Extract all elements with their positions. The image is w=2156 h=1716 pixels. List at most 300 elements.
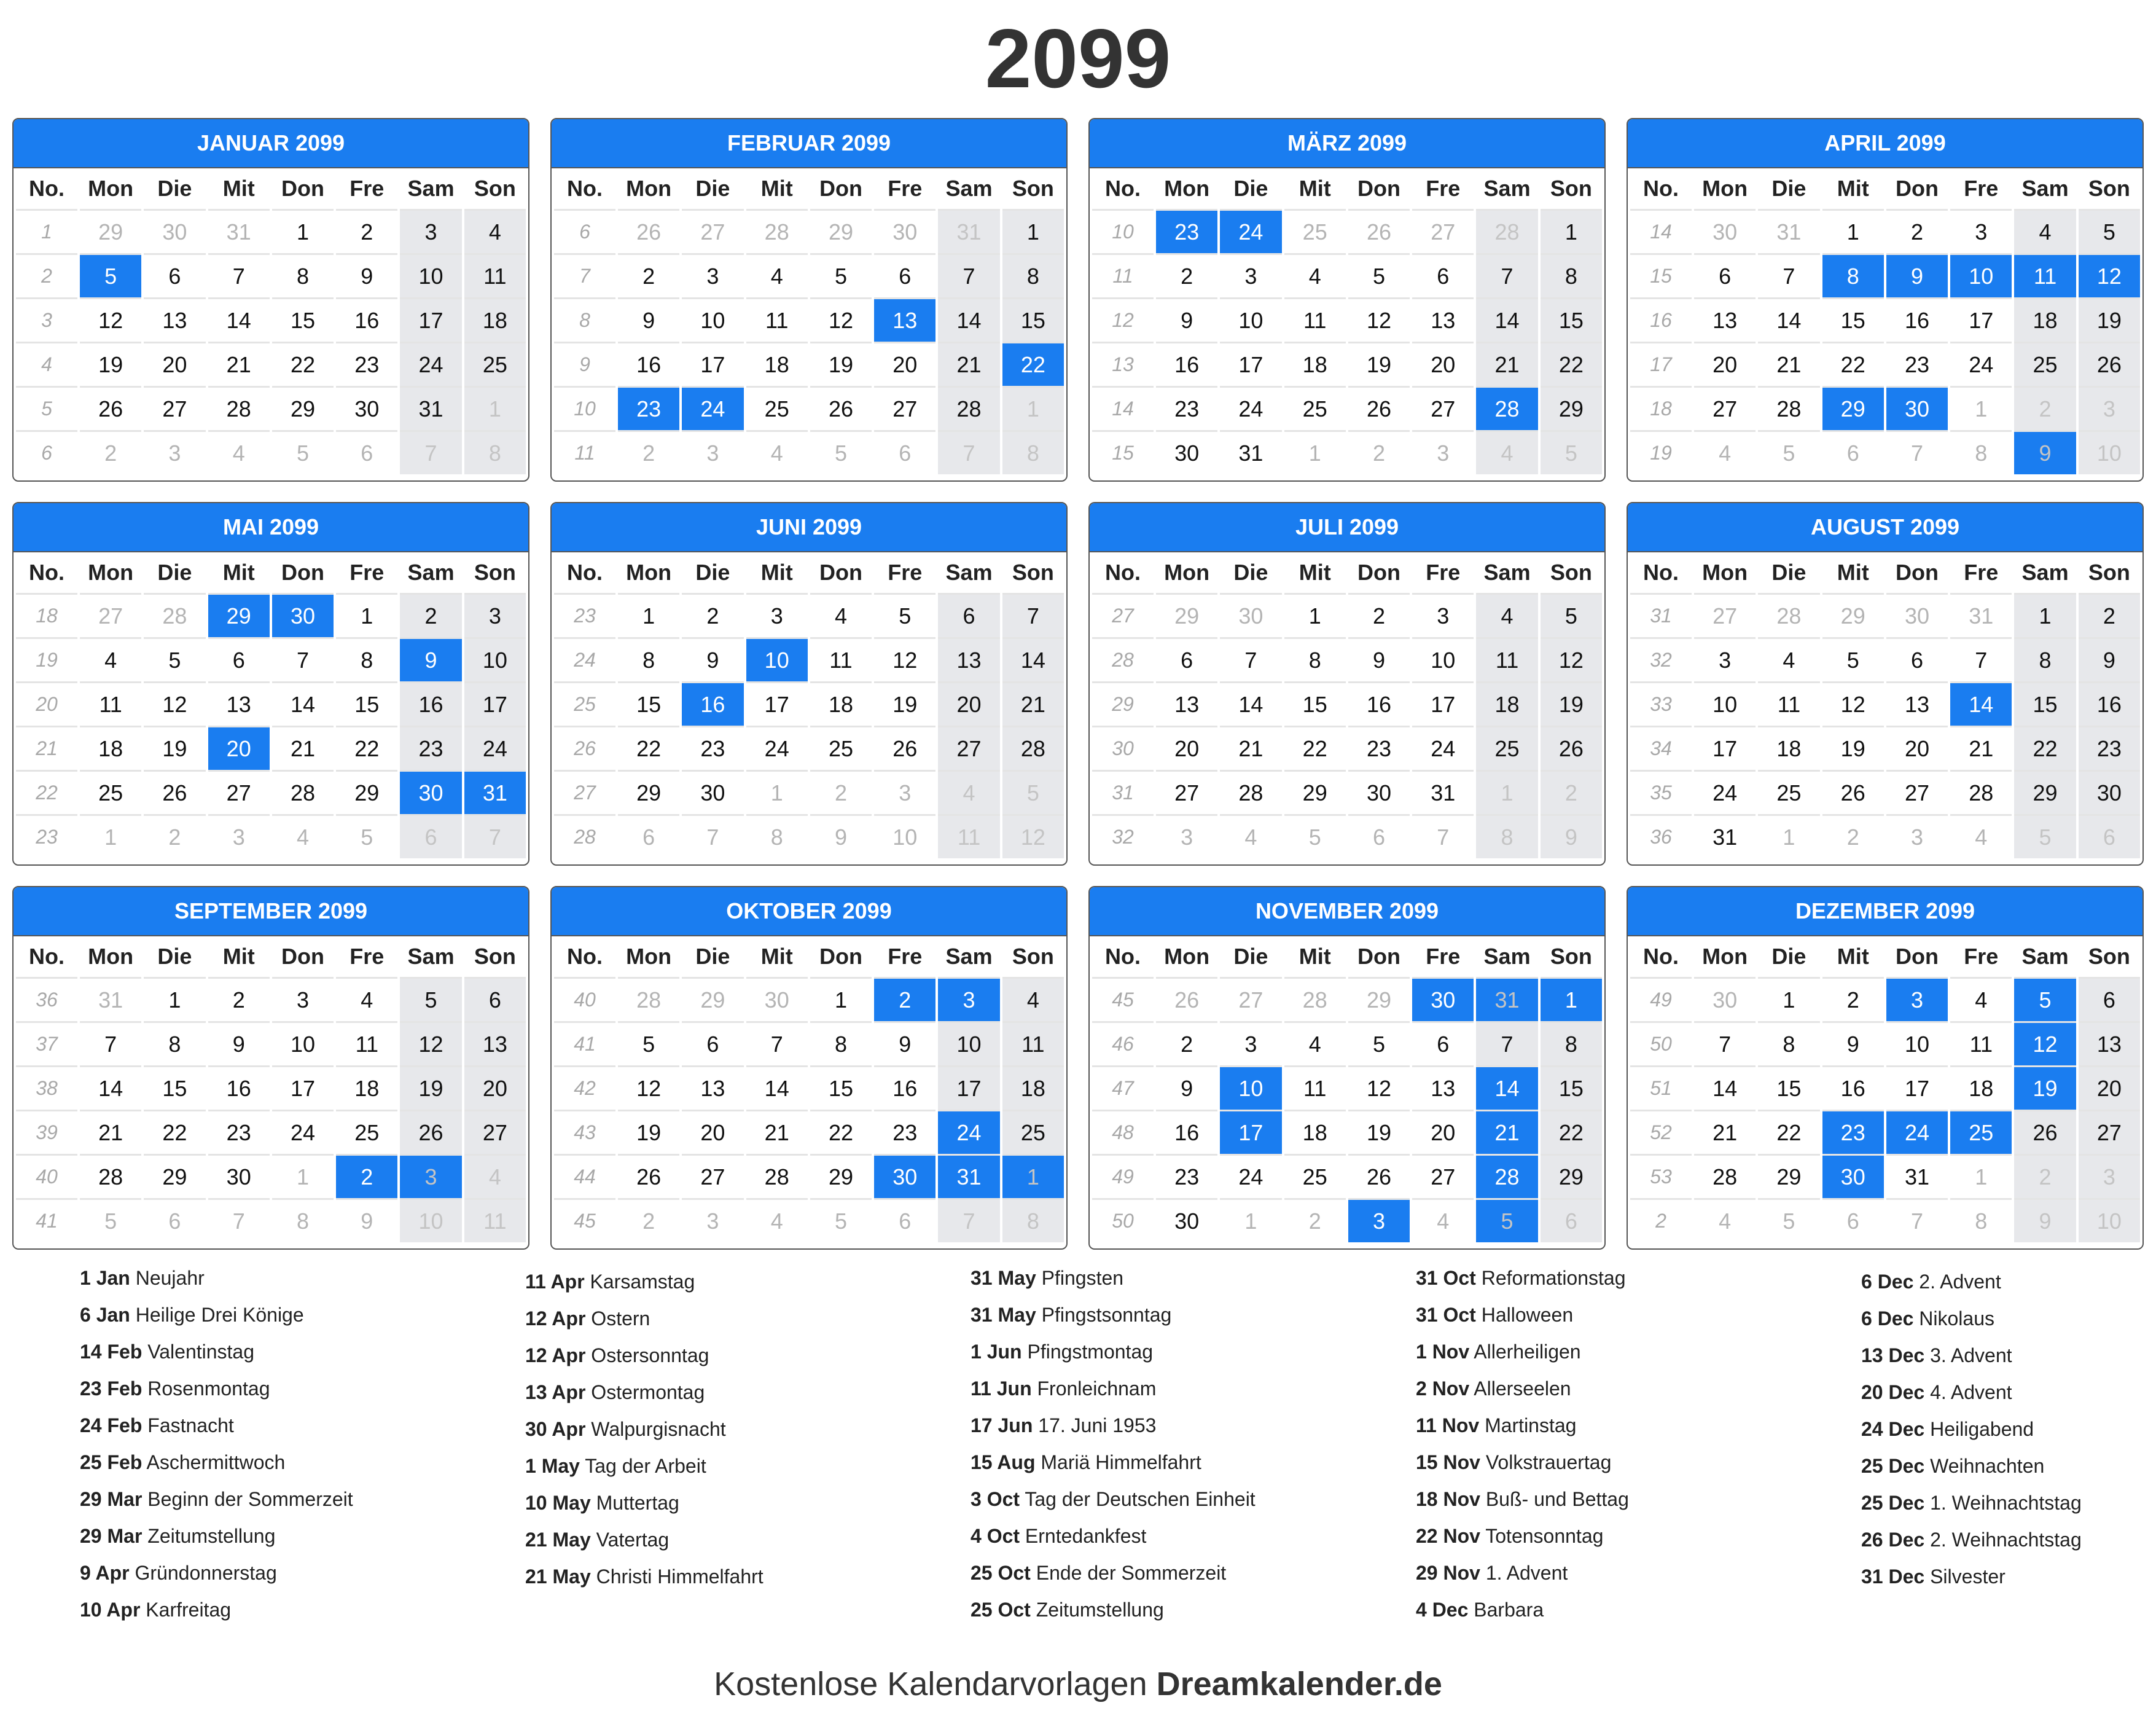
weekday-header: Son bbox=[2088, 944, 2130, 969]
holiday-day-cell: 9 bbox=[2014, 430, 2076, 474]
day-cell: 4 bbox=[464, 1154, 526, 1198]
day-cell: 26 bbox=[1541, 726, 1602, 770]
week-number: 18 bbox=[1630, 386, 1692, 430]
day-cell: 16 bbox=[208, 1065, 270, 1110]
holiday-day-cell: 10 bbox=[1220, 1065, 1281, 1110]
weekday-header: Fre bbox=[1964, 944, 1999, 969]
week-number: 28 bbox=[1092, 637, 1154, 681]
day-cell: 17 bbox=[1412, 681, 1474, 726]
day-cell: 9 bbox=[2014, 1198, 2076, 1242]
weekday-header: Mit bbox=[1299, 560, 1331, 585]
day-cell: 3 bbox=[1412, 593, 1474, 637]
day-cell: 26 bbox=[2079, 342, 2140, 386]
weekday-header: Fre bbox=[350, 176, 385, 201]
day-cell: 23 bbox=[1348, 726, 1410, 770]
holiday-name: Neujahr bbox=[135, 1267, 205, 1289]
weekday-header: Mit bbox=[760, 176, 793, 201]
day-cell: 1 bbox=[272, 1154, 334, 1198]
weekday-header: Sam bbox=[407, 560, 455, 585]
day-cell: 11 bbox=[938, 814, 999, 858]
week-number: 52 bbox=[1630, 1110, 1692, 1154]
day-cell: 8 bbox=[144, 1021, 205, 1065]
day-cell: 15 bbox=[336, 681, 397, 726]
day-cell: 7 bbox=[1476, 253, 1537, 297]
week-number: 7 bbox=[554, 253, 615, 297]
day-cell: 7 bbox=[80, 1021, 141, 1065]
day-cell: 20 bbox=[1156, 726, 1217, 770]
holiday-day-cell: 30 bbox=[874, 1154, 935, 1198]
weekday-header: Fre bbox=[888, 560, 923, 585]
day-cell: 17 bbox=[746, 681, 808, 726]
day-cell: 3 bbox=[1220, 1021, 1281, 1065]
day-cell: 7 bbox=[272, 637, 334, 681]
day-cell: 22 bbox=[272, 342, 334, 386]
weekday-header: Son bbox=[1012, 944, 1054, 969]
day-cell: 6 bbox=[336, 430, 397, 474]
day-cell: 14 bbox=[746, 1065, 808, 1110]
holiday-item bbox=[971, 1554, 1400, 1591]
day-cell: 13 bbox=[1886, 681, 1948, 726]
day-cell: 27 bbox=[208, 770, 270, 814]
weekday-header: Son bbox=[1012, 560, 1054, 585]
day-cell: 14 bbox=[208, 297, 270, 342]
day-cell: 5 bbox=[1758, 1198, 1819, 1242]
holiday-day-cell: 22 bbox=[1002, 342, 1064, 386]
month-table bbox=[1628, 552, 2142, 864]
day-cell: 21 bbox=[1758, 342, 1819, 386]
day-cell: 16 bbox=[874, 1065, 935, 1110]
day-cell: 19 bbox=[80, 342, 141, 386]
holiday-item bbox=[971, 1444, 1400, 1481]
weekday-header: Die bbox=[157, 944, 192, 969]
weekday-header: Fre bbox=[888, 176, 923, 201]
holiday-column bbox=[525, 1263, 955, 1595]
day-cell: 21 bbox=[80, 1110, 141, 1154]
day-cell: 2 bbox=[1348, 430, 1410, 474]
holiday-day-cell: 24 bbox=[682, 386, 743, 430]
holiday-item bbox=[971, 1260, 1400, 1296]
week-number: 43 bbox=[554, 1110, 615, 1154]
day-cell: 24 bbox=[1694, 770, 1756, 814]
day-cell: 23 bbox=[682, 726, 743, 770]
holiday-day-cell: 24 bbox=[938, 1110, 999, 1154]
holiday-name: 2. Advent bbox=[1919, 1271, 2001, 1293]
week-number: 36 bbox=[16, 977, 77, 1021]
holiday-name: Christi Himmelfahrt bbox=[596, 1565, 764, 1588]
holiday-name: Silvester bbox=[1930, 1565, 2006, 1588]
day-cell: 11 bbox=[1284, 297, 1346, 342]
weekday-header: Mit bbox=[1299, 176, 1331, 201]
day-cell: 29 bbox=[272, 386, 334, 430]
day-cell: 18 bbox=[1284, 1110, 1346, 1154]
holiday-item bbox=[1416, 1444, 1846, 1481]
month-block bbox=[1627, 886, 2144, 1250]
day-cell: 8 bbox=[1950, 430, 2012, 474]
week-number: 18 bbox=[16, 593, 77, 637]
day-cell: 2 bbox=[1348, 593, 1410, 637]
day-cell: 17 bbox=[272, 1065, 334, 1110]
week-number: 5 bbox=[16, 386, 77, 430]
day-cell: 6 bbox=[1412, 1021, 1474, 1065]
day-cell: 12 bbox=[1348, 297, 1410, 342]
holiday-name: Allerseelen bbox=[1474, 1377, 1571, 1400]
holiday-day-cell: 25 bbox=[1950, 1110, 2012, 1154]
day-cell: 29 bbox=[336, 770, 397, 814]
week-number: 33 bbox=[1630, 681, 1692, 726]
day-cell: 20 bbox=[144, 342, 205, 386]
day-cell: 3 bbox=[2079, 386, 2140, 430]
day-cell: 27 bbox=[464, 1110, 526, 1154]
holiday-name: 2. Weihnachtstag bbox=[1930, 1529, 2082, 1551]
day-cell: 22 bbox=[1541, 342, 1602, 386]
holiday-date: 4 Oct bbox=[971, 1525, 1020, 1547]
day-cell: 27 bbox=[1220, 977, 1281, 1021]
holiday-item bbox=[1861, 1374, 2156, 1411]
day-cell: 25 bbox=[746, 386, 808, 430]
day-cell: 27 bbox=[1412, 1154, 1474, 1198]
day-cell: 1 bbox=[1284, 593, 1346, 637]
day-cell: 11 bbox=[810, 637, 872, 681]
day-cell: 6 bbox=[1541, 1198, 1602, 1242]
day-cell: 11 bbox=[1950, 1021, 2012, 1065]
day-cell: 7 bbox=[938, 253, 999, 297]
day-cell: 6 bbox=[1822, 430, 1884, 474]
day-cell: 19 bbox=[874, 681, 935, 726]
holiday-item bbox=[525, 1484, 955, 1521]
weekday-header: Die bbox=[1233, 944, 1268, 969]
holiday-name: Zeitumstellung bbox=[147, 1525, 276, 1547]
day-cell: 3 bbox=[746, 593, 808, 637]
month-title: APRIL 2099 bbox=[1628, 119, 2142, 168]
day-cell: 26 bbox=[1822, 770, 1884, 814]
day-cell: 5 bbox=[810, 253, 872, 297]
holiday-date: 13 Dec bbox=[1861, 1344, 1925, 1366]
weekday-header: Fre bbox=[1426, 560, 1461, 585]
holiday-date: 15 Aug bbox=[971, 1451, 1036, 1473]
holiday-name: Weihnachten bbox=[1930, 1455, 2045, 1477]
holiday-day-cell: 30 bbox=[1822, 1154, 1884, 1198]
week-number: 6 bbox=[16, 430, 77, 474]
day-cell: 25 bbox=[1758, 770, 1819, 814]
holiday-name: Pfingstmontag bbox=[1027, 1341, 1154, 1363]
day-cell: 10 bbox=[2079, 1198, 2140, 1242]
day-cell: 25 bbox=[1284, 209, 1346, 253]
day-cell: 18 bbox=[80, 726, 141, 770]
holiday-date: 31 Oct bbox=[1416, 1304, 1476, 1326]
day-cell: 24 bbox=[464, 726, 526, 770]
day-cell: 19 bbox=[2079, 297, 2140, 342]
holiday-day-cell: 24 bbox=[1886, 1110, 1948, 1154]
holiday-name: Totensonntag bbox=[1485, 1525, 1604, 1547]
week-number: 23 bbox=[554, 593, 615, 637]
footer-brand[interactable]: Dreamkalender.de bbox=[1156, 1666, 1442, 1702]
day-cell: 25 bbox=[1476, 726, 1537, 770]
holiday-day-cell: 29 bbox=[208, 593, 270, 637]
day-cell: 15 bbox=[1541, 297, 1602, 342]
month-block bbox=[1088, 502, 1606, 866]
month-block bbox=[12, 118, 529, 482]
day-cell: 11 bbox=[1284, 1065, 1346, 1110]
weekday-header: Mon bbox=[88, 560, 134, 585]
weekday-header: Mon bbox=[1702, 944, 1748, 969]
day-cell: 21 bbox=[746, 1110, 808, 1154]
day-cell: 23 bbox=[1156, 1154, 1217, 1198]
day-cell: 23 bbox=[1886, 342, 1948, 386]
day-cell: 13 bbox=[144, 297, 205, 342]
holiday-date: 25 Dec bbox=[1861, 1492, 1925, 1514]
day-cell: 21 bbox=[1476, 342, 1537, 386]
weekday-header: Sam bbox=[407, 176, 455, 201]
day-cell: 27 bbox=[1886, 770, 1948, 814]
holiday-name: Beginn der Sommerzeit bbox=[147, 1488, 353, 1510]
weekday-header: Son bbox=[474, 176, 516, 201]
weekday-header: No. bbox=[29, 176, 64, 201]
day-cell: 28 bbox=[618, 977, 679, 1021]
holiday-date: 11 Jun bbox=[971, 1377, 1032, 1400]
day-cell: 9 bbox=[208, 1021, 270, 1065]
month-block bbox=[550, 502, 1068, 866]
weekday-header: Son bbox=[1012, 176, 1054, 201]
holiday-day-cell: 23 bbox=[1822, 1110, 1884, 1154]
month-title: DEZEMBER 2099 bbox=[1628, 887, 2142, 936]
day-cell: 8 bbox=[1002, 253, 1064, 297]
weekday-header: Sam bbox=[2021, 560, 2069, 585]
holiday-name: Walpurgisnacht bbox=[591, 1418, 726, 1440]
day-cell: 29 bbox=[1541, 1154, 1602, 1198]
holiday-name: Martinstag bbox=[1485, 1414, 1577, 1436]
day-cell: 10 bbox=[1412, 637, 1474, 681]
weekday-header: Don bbox=[1357, 560, 1400, 585]
holiday-name: Pfingsten bbox=[1041, 1267, 1124, 1289]
day-cell: 9 bbox=[618, 297, 679, 342]
holiday-name: 17. Juni 1953 bbox=[1038, 1414, 1157, 1436]
week-number: 46 bbox=[1092, 1021, 1154, 1065]
day-cell: 29 bbox=[682, 977, 743, 1021]
holiday-name: Ostermontag bbox=[591, 1381, 705, 1403]
week-number: 41 bbox=[16, 1198, 77, 1242]
day-cell: 30 bbox=[682, 770, 743, 814]
week-number: 50 bbox=[1630, 1021, 1692, 1065]
day-cell: 4 bbox=[464, 209, 526, 253]
day-cell: 6 bbox=[1412, 253, 1474, 297]
holiday-name: Heilige Drei Könige bbox=[135, 1304, 304, 1326]
holiday-date: 17 Jun bbox=[971, 1414, 1033, 1436]
day-cell: 6 bbox=[400, 814, 461, 858]
week-number: 34 bbox=[1630, 726, 1692, 770]
day-cell: 10 bbox=[1220, 297, 1281, 342]
day-cell: 10 bbox=[1886, 1021, 1948, 1065]
day-cell: 21 bbox=[938, 342, 999, 386]
day-cell: 25 bbox=[1284, 386, 1346, 430]
weekday-header: Sam bbox=[945, 560, 993, 585]
holiday-item bbox=[971, 1518, 1400, 1554]
day-cell: 27 bbox=[144, 386, 205, 430]
day-cell: 27 bbox=[2079, 1110, 2140, 1154]
day-cell: 2 bbox=[1156, 1021, 1217, 1065]
day-cell: 11 bbox=[1002, 1021, 1064, 1065]
holiday-day-cell: 28 bbox=[1476, 1154, 1537, 1198]
day-cell: 28 bbox=[208, 386, 270, 430]
day-cell: 17 bbox=[1886, 1065, 1948, 1110]
day-cell: 12 bbox=[1348, 1065, 1410, 1110]
week-number: 14 bbox=[1630, 209, 1692, 253]
holiday-item bbox=[525, 1521, 955, 1558]
holiday-date: 26 Dec bbox=[1861, 1529, 1925, 1551]
day-cell: 7 bbox=[464, 814, 526, 858]
day-cell: 20 bbox=[464, 1065, 526, 1110]
weekday-header: Sam bbox=[1483, 944, 1531, 969]
day-cell: 8 bbox=[1002, 1198, 1064, 1242]
day-cell: 14 bbox=[1002, 637, 1064, 681]
weekday-header: Mit bbox=[760, 560, 793, 585]
holiday-day-cell: 20 bbox=[208, 726, 270, 770]
week-number: 19 bbox=[16, 637, 77, 681]
holiday-day-cell: 16 bbox=[682, 681, 743, 726]
day-cell: 6 bbox=[1886, 637, 1948, 681]
day-cell: 28 bbox=[1476, 209, 1537, 253]
holiday-date: 15 Nov bbox=[1416, 1451, 1480, 1473]
holiday-item bbox=[80, 1296, 510, 1333]
day-cell: 12 bbox=[618, 1065, 679, 1110]
weekday-header: Don bbox=[1896, 176, 1939, 201]
day-cell: 12 bbox=[80, 297, 141, 342]
day-cell: 27 bbox=[1412, 209, 1474, 253]
week-number: 40 bbox=[554, 977, 615, 1021]
month-title: FEBRUAR 2099 bbox=[552, 119, 1066, 168]
day-cell: 14 bbox=[938, 297, 999, 342]
day-cell: 17 bbox=[1950, 297, 2012, 342]
day-cell: 31 bbox=[1886, 1154, 1948, 1198]
day-cell: 9 bbox=[2079, 637, 2140, 681]
holiday-name: Muttertag bbox=[596, 1492, 679, 1514]
holiday-item bbox=[971, 1591, 1400, 1628]
day-cell: 3 bbox=[464, 593, 526, 637]
week-number: 1 bbox=[16, 209, 77, 253]
weekday-header: Son bbox=[1550, 944, 1592, 969]
day-cell: 28 bbox=[938, 386, 999, 430]
day-cell: 23 bbox=[400, 726, 461, 770]
day-cell: 16 bbox=[1348, 681, 1410, 726]
holiday-item bbox=[525, 1558, 955, 1595]
day-cell: 18 bbox=[1950, 1065, 2012, 1110]
footer-prefix: Kostenlose Kalendarvorlagen bbox=[714, 1666, 1147, 1702]
day-cell: 5 bbox=[1541, 430, 1602, 474]
day-cell: 12 bbox=[810, 297, 872, 342]
holiday-date: 25 Dec bbox=[1861, 1455, 1925, 1477]
day-cell: 22 bbox=[1284, 726, 1346, 770]
day-cell: 22 bbox=[2014, 726, 2076, 770]
day-cell: 12 bbox=[1002, 814, 1064, 858]
day-cell: 27 bbox=[1156, 770, 1217, 814]
day-cell: 8 bbox=[1758, 1021, 1819, 1065]
holiday-date: 10 May bbox=[525, 1492, 591, 1514]
weekday-header: No. bbox=[29, 560, 64, 585]
day-cell: 28 bbox=[1694, 1154, 1756, 1198]
day-cell: 16 bbox=[400, 681, 461, 726]
week-number: 49 bbox=[1092, 1154, 1154, 1198]
week-number: 10 bbox=[554, 386, 615, 430]
day-cell: 20 bbox=[682, 1110, 743, 1154]
day-cell: 30 bbox=[874, 209, 935, 253]
week-number: 15 bbox=[1630, 253, 1692, 297]
day-cell: 7 bbox=[1412, 814, 1474, 858]
day-cell: 30 bbox=[1220, 593, 1281, 637]
weekday-header: Don bbox=[819, 944, 862, 969]
day-cell: 31 bbox=[1694, 814, 1756, 858]
day-cell: 5 bbox=[272, 430, 334, 474]
weekday-header: Mit bbox=[1837, 560, 1869, 585]
day-cell: 30 bbox=[746, 977, 808, 1021]
week-number: 2 bbox=[1630, 1198, 1692, 1242]
holiday-day-cell: 21 bbox=[1476, 1110, 1537, 1154]
weekday-header: No. bbox=[29, 944, 64, 969]
holiday-item bbox=[1416, 1554, 1846, 1591]
weekday-header: Mon bbox=[88, 944, 134, 969]
day-cell: 7 bbox=[1950, 637, 2012, 681]
weekday-header: Son bbox=[1550, 176, 1592, 201]
holiday-day-cell: 9 bbox=[1886, 253, 1948, 297]
holiday-date: 10 Apr bbox=[80, 1599, 141, 1621]
month-table bbox=[14, 552, 528, 864]
holiday-item bbox=[525, 1448, 955, 1484]
day-cell: 6 bbox=[208, 637, 270, 681]
day-cell: 1 bbox=[2014, 593, 2076, 637]
weekday-header: Die bbox=[695, 944, 730, 969]
day-cell: 6 bbox=[874, 253, 935, 297]
day-cell: 17 bbox=[938, 1065, 999, 1110]
day-cell: 28 bbox=[144, 593, 205, 637]
holiday-day-cell: 31 bbox=[938, 1154, 999, 1198]
day-cell: 29 bbox=[1758, 1154, 1819, 1198]
holiday-item bbox=[1861, 1521, 2156, 1558]
weekday-header: Fre bbox=[888, 944, 923, 969]
day-cell: 13 bbox=[682, 1065, 743, 1110]
day-cell: 15 bbox=[2014, 681, 2076, 726]
week-number: 37 bbox=[16, 1021, 77, 1065]
day-cell: 25 bbox=[1002, 1110, 1064, 1154]
day-cell: 10 bbox=[682, 297, 743, 342]
day-cell: 4 bbox=[80, 637, 141, 681]
day-cell: 22 bbox=[336, 726, 397, 770]
holiday-item bbox=[1861, 1484, 2156, 1521]
day-cell: 9 bbox=[874, 1021, 935, 1065]
week-number: 32 bbox=[1092, 814, 1154, 858]
week-number: 4 bbox=[16, 342, 77, 386]
day-cell: 5 bbox=[336, 814, 397, 858]
day-cell: 1 bbox=[1284, 430, 1346, 474]
day-cell: 8 bbox=[1950, 1198, 2012, 1242]
day-cell: 3 bbox=[1220, 253, 1281, 297]
holiday-date: 23 Feb bbox=[80, 1377, 143, 1400]
day-cell: 7 bbox=[1476, 1021, 1537, 1065]
weekday-header: Mon bbox=[88, 176, 134, 201]
day-cell: 17 bbox=[1220, 342, 1281, 386]
day-cell: 7 bbox=[208, 253, 270, 297]
day-cell: 9 bbox=[1541, 814, 1602, 858]
week-number: 38 bbox=[16, 1065, 77, 1110]
day-cell: 2 bbox=[144, 814, 205, 858]
day-cell: 3 bbox=[1156, 814, 1217, 858]
day-cell: 4 bbox=[746, 430, 808, 474]
day-cell: 8 bbox=[746, 814, 808, 858]
day-cell: 7 bbox=[1002, 593, 1064, 637]
day-cell: 3 bbox=[1886, 814, 1948, 858]
holiday-item bbox=[1416, 1518, 1846, 1554]
day-cell: 18 bbox=[810, 681, 872, 726]
day-cell: 13 bbox=[1412, 1065, 1474, 1110]
holiday-item bbox=[1861, 1263, 2156, 1300]
day-cell: 7 bbox=[746, 1021, 808, 1065]
